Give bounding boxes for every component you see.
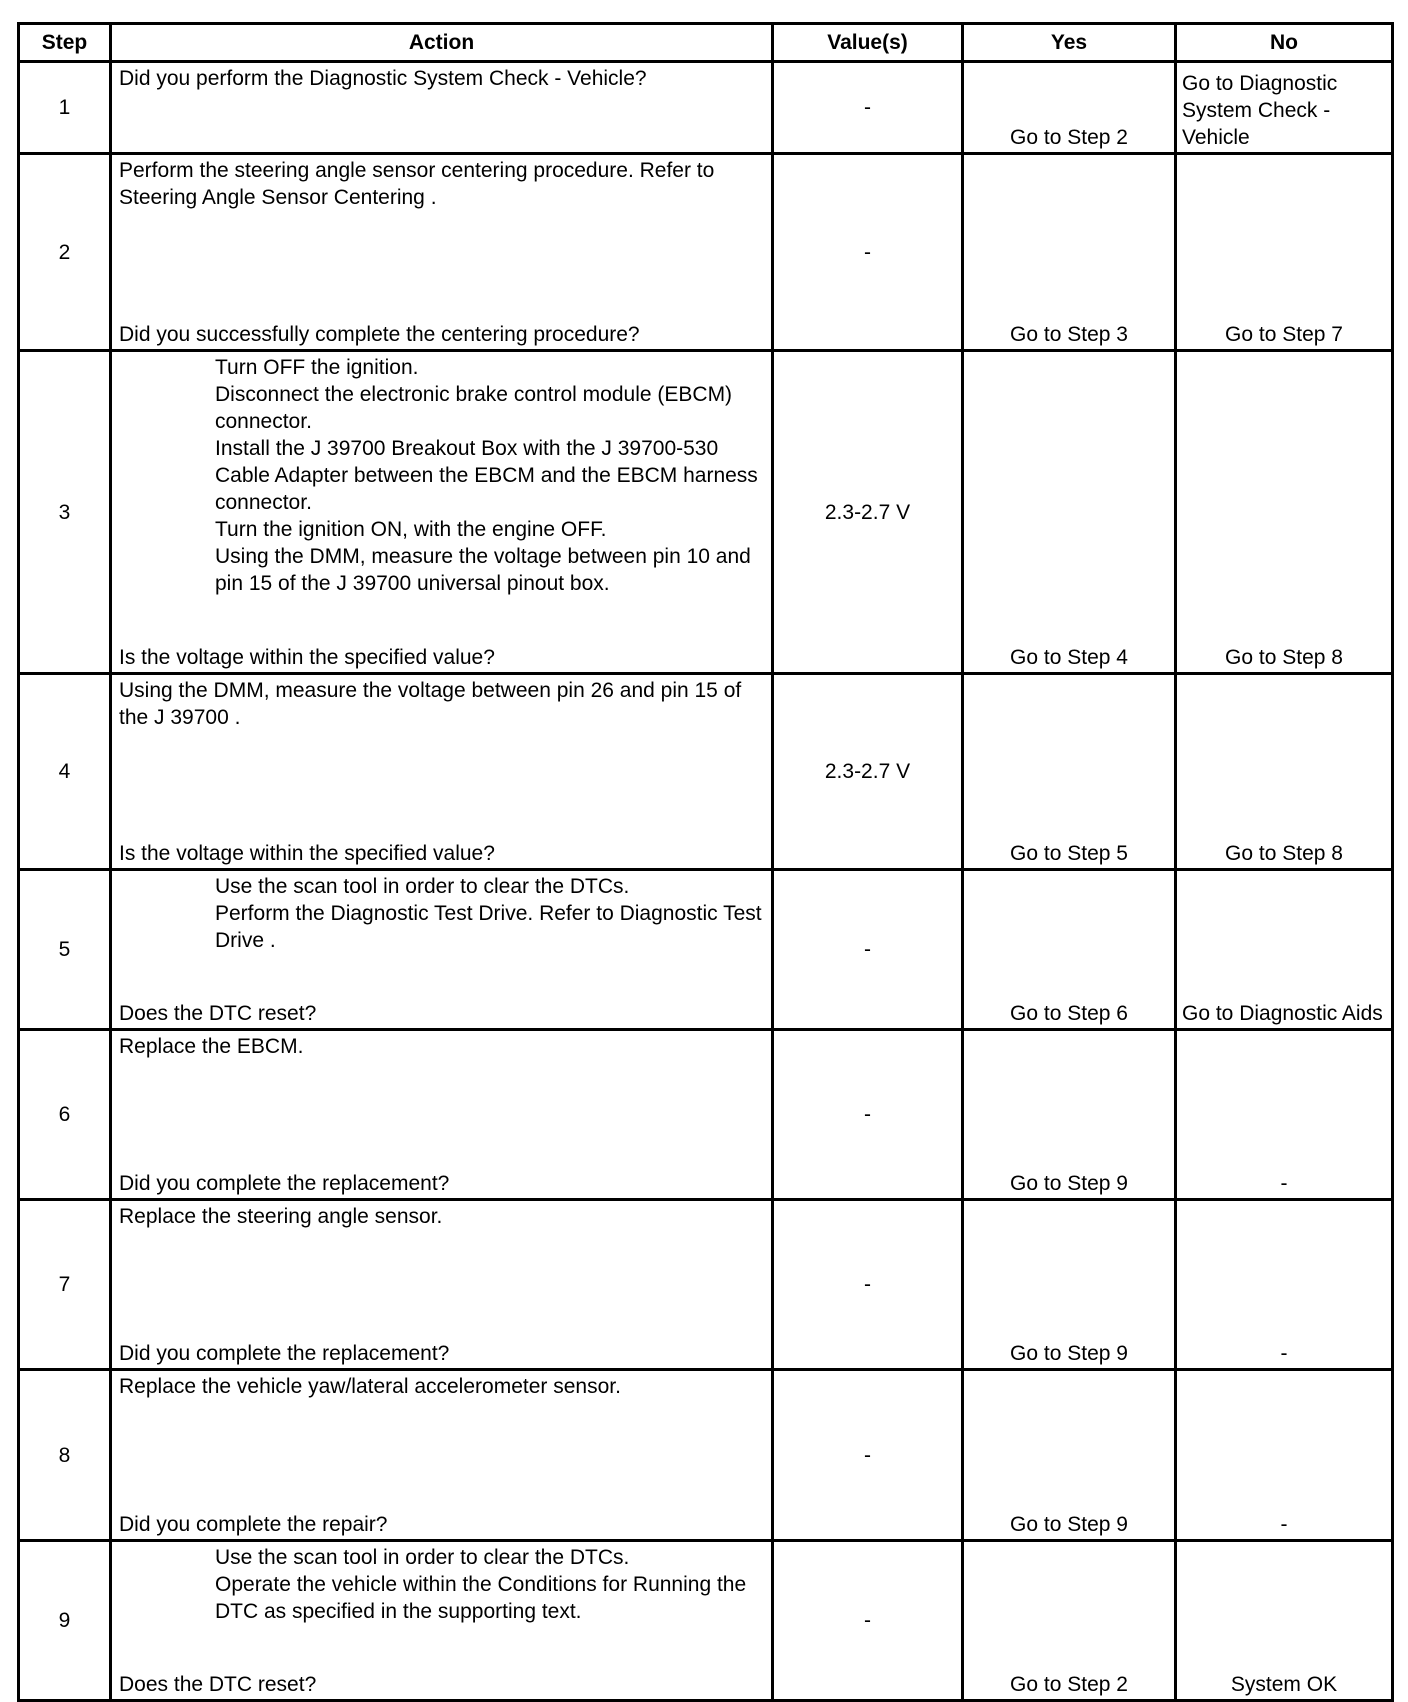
step-number: 1 bbox=[19, 62, 111, 154]
header-values: Value(s) bbox=[773, 24, 963, 62]
instruction-list bbox=[119, 1544, 764, 1625]
action-cell bbox=[111, 870, 773, 1030]
no-cell: Go to Diagnostic System Check - Vehicle bbox=[1176, 62, 1393, 154]
yes-cell: Go to Step 9 bbox=[963, 1030, 1176, 1200]
no-cell: Go to Diagnostic Aids bbox=[1176, 870, 1393, 1030]
diagnostic-table bbox=[17, 22, 1394, 1702]
instruction-item: Turn OFF the ignition. bbox=[215, 356, 419, 379]
table-row bbox=[19, 674, 1393, 870]
yes-cell: Go to Step 3 bbox=[963, 154, 1176, 351]
instruction-list bbox=[119, 873, 764, 954]
table-row bbox=[19, 154, 1393, 351]
action-cell bbox=[111, 1200, 773, 1370]
instruction-item: Using the DMM, measure the voltage between pin 10 and pin 15 of the J 39700 universal pinout box. bbox=[215, 545, 751, 595]
table-row bbox=[19, 1200, 1393, 1370]
value-cell: - bbox=[773, 1030, 963, 1200]
value-cell: - bbox=[773, 1200, 963, 1370]
step-number: 5 bbox=[19, 870, 111, 1030]
yes-cell: Go to Step 2 bbox=[963, 1541, 1176, 1701]
action-cell bbox=[111, 154, 773, 351]
table-row bbox=[19, 870, 1393, 1030]
table-row bbox=[19, 351, 1393, 674]
yes-cell: Go to Step 5 bbox=[963, 674, 1176, 870]
step-number: 9 bbox=[19, 1541, 111, 1701]
header-yes: Yes bbox=[963, 24, 1176, 62]
value-cell: - bbox=[773, 1370, 963, 1541]
header-step: Step bbox=[19, 24, 111, 62]
yes-cell: Go to Step 9 bbox=[963, 1370, 1176, 1541]
step-number: 7 bbox=[19, 1200, 111, 1370]
no-cell: Go to Step 8 bbox=[1176, 351, 1393, 674]
yes-cell: Go to Step 4 bbox=[963, 351, 1176, 674]
step-number: 6 bbox=[19, 1030, 111, 1200]
action-cell bbox=[111, 1030, 773, 1200]
instruction-item: Use the scan tool in order to clear the DTCs. bbox=[215, 1546, 630, 1569]
value-cell: - bbox=[773, 870, 963, 1030]
action-question: Did you complete the replacement? bbox=[119, 1172, 450, 1195]
no-cell: Go to Step 8 bbox=[1176, 674, 1393, 870]
instruction-list bbox=[119, 354, 764, 597]
instruction-item: Turn the ignition ON, with the engine OFF. bbox=[215, 518, 607, 541]
no-cell: - bbox=[1176, 1200, 1393, 1370]
header-no: No bbox=[1176, 24, 1393, 62]
action-cell bbox=[111, 62, 773, 154]
step-number: 3 bbox=[19, 351, 111, 674]
action-question: Does the DTC reset? bbox=[119, 1002, 317, 1025]
step-number: 8 bbox=[19, 1370, 111, 1541]
yes-cell: Go to Step 6 bbox=[963, 870, 1176, 1030]
action-intro: Perform the steering angle sensor centering procedure. Refer to Steering Angle Sensor Centering . bbox=[119, 159, 715, 209]
instruction-item: Use the scan tool in order to clear the DTCs. bbox=[215, 875, 630, 898]
action-question: Is the voltage within the specified value? bbox=[119, 646, 495, 669]
no-cell: Go to Step 7 bbox=[1176, 154, 1393, 351]
instruction-item: Disconnect the electronic brake control module (EBCM) connector. bbox=[215, 383, 733, 433]
table-row bbox=[19, 1370, 1393, 1541]
action-intro: Did you perform the Diagnostic System Check - Vehicle? bbox=[119, 67, 647, 90]
no-cell: System OK bbox=[1176, 1541, 1393, 1701]
value-cell: 2.3-2.7 V bbox=[773, 674, 963, 870]
action-cell bbox=[111, 351, 773, 674]
instruction-item: Install the J 39700 Breakout Box with the J 39700-530 Cable Adapter between the EBCM and the EBCM harness connector. bbox=[215, 437, 758, 514]
no-cell: - bbox=[1176, 1370, 1393, 1541]
action-intro: Replace the EBCM. bbox=[119, 1035, 304, 1058]
action-intro: Replace the vehicle yaw/lateral accelerometer sensor. bbox=[119, 1375, 621, 1398]
no-cell: - bbox=[1176, 1030, 1393, 1200]
header-action: Action bbox=[111, 24, 773, 62]
action-intro: Using the DMM, measure the voltage between pin 26 and pin 15 of the J 39700 . bbox=[119, 679, 742, 729]
instruction-item: Operate the vehicle within the Conditions for Running the DTC as specified in the supporting text. bbox=[215, 1573, 747, 1623]
action-question: Did you successfully complete the centering procedure? bbox=[119, 323, 640, 346]
action-cell bbox=[111, 1370, 773, 1541]
action-question: Did you complete the replacement? bbox=[119, 1342, 450, 1365]
value-cell: - bbox=[773, 62, 963, 154]
value-cell: - bbox=[773, 1541, 963, 1701]
table-row bbox=[19, 1541, 1393, 1701]
yes-cell: Go to Step 2 bbox=[963, 62, 1176, 154]
instruction-item: Perform the Diagnostic Test Drive. Refer to Diagnostic Test Drive . bbox=[215, 902, 762, 952]
action-question: Did you complete the repair? bbox=[119, 1513, 388, 1536]
header-row bbox=[19, 24, 1393, 62]
table-row bbox=[19, 1030, 1393, 1200]
action-question: Is the voltage within the specified value? bbox=[119, 842, 495, 865]
step-number: 4 bbox=[19, 674, 111, 870]
action-intro: Replace the steering angle sensor. bbox=[119, 1205, 443, 1228]
yes-cell: Go to Step 9 bbox=[963, 1200, 1176, 1370]
value-cell: 2.3-2.7 V bbox=[773, 351, 963, 674]
action-question: Does the DTC reset? bbox=[119, 1673, 317, 1696]
step-number: 2 bbox=[19, 154, 111, 351]
action-cell bbox=[111, 1541, 773, 1701]
action-cell bbox=[111, 674, 773, 870]
value-cell: - bbox=[773, 154, 963, 351]
table-row bbox=[19, 62, 1393, 154]
